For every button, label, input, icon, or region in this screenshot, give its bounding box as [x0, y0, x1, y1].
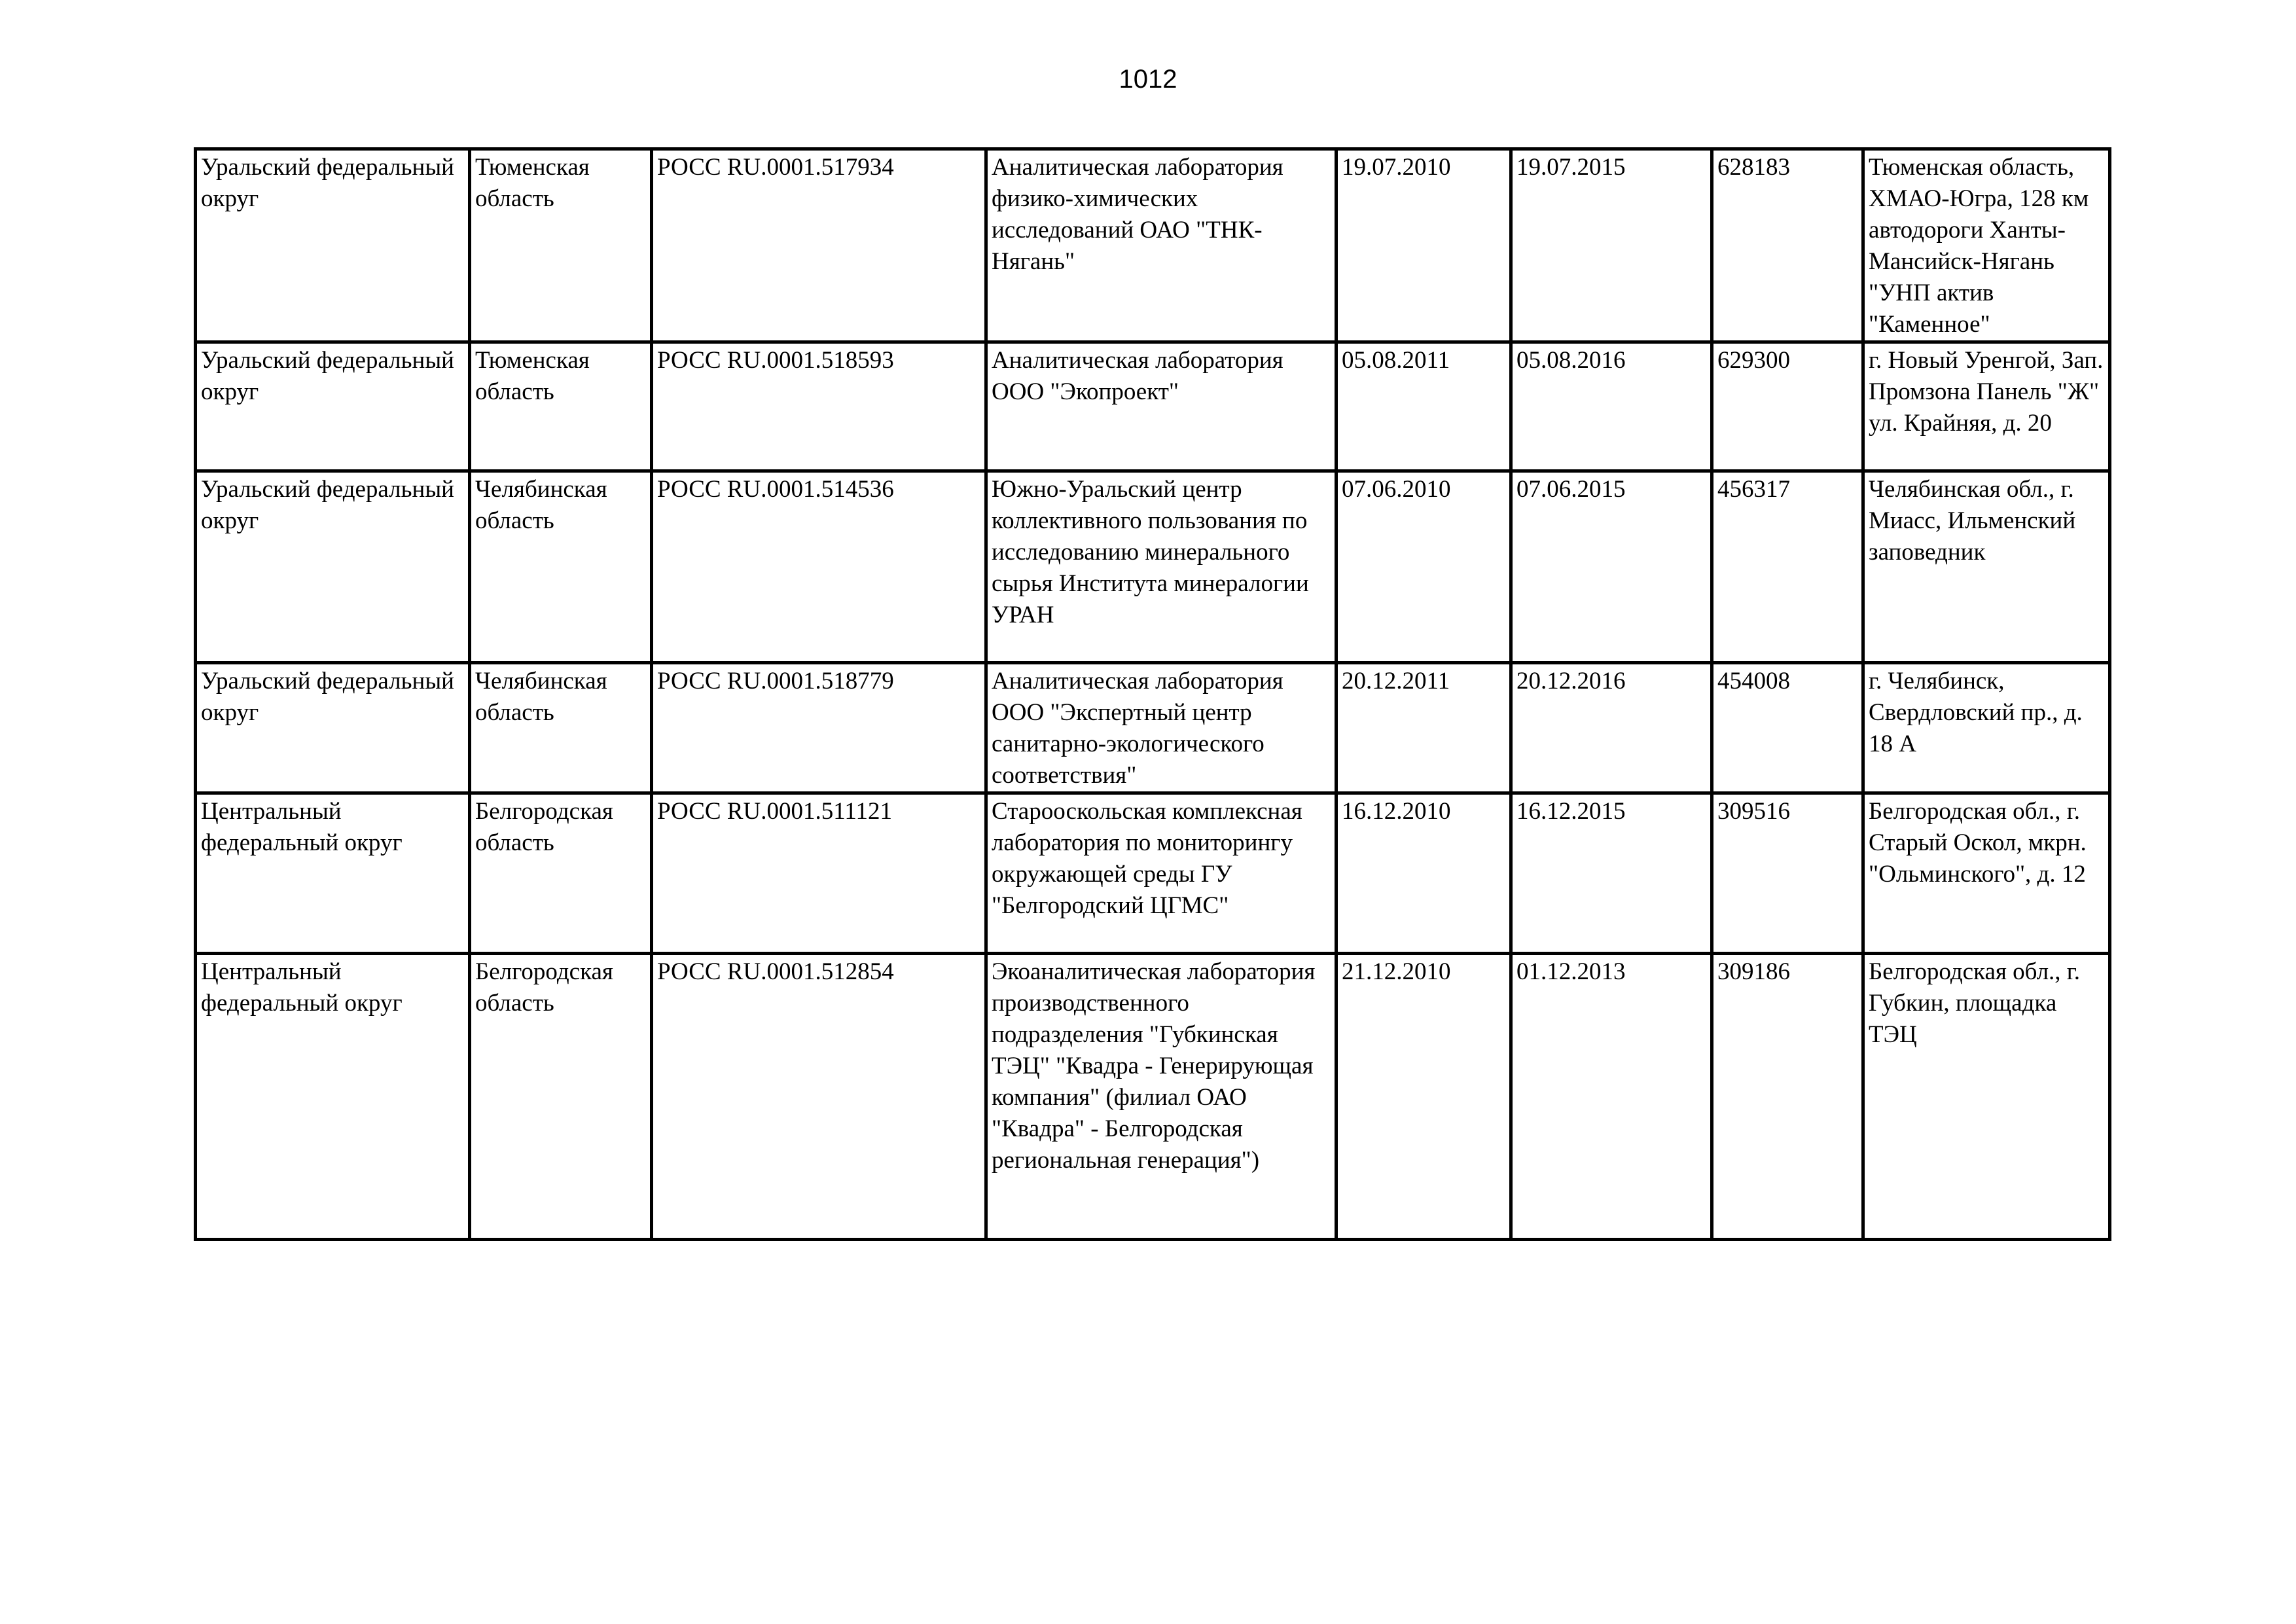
table-row: [196, 149, 2110, 342]
table-row: [196, 342, 2110, 471]
region-cell: Белгородская область: [470, 793, 652, 954]
region-cell: Челябинская область: [470, 471, 652, 663]
region-cell: Тюменская область: [470, 342, 652, 471]
postcode-cell: 456317: [1712, 471, 1863, 663]
laboratory-name-cell: Южно-Уральский центр коллективного пользования по исследованию минерального сырья Института минералогии УРАН: [986, 471, 1336, 663]
laboratory-registry-table: [194, 147, 2111, 1241]
certificate-number-cell: РОСС RU.0001.512854: [652, 954, 986, 1240]
issue-date-cell: 07.06.2010: [1336, 471, 1511, 663]
federal-district-cell: Центральный федеральный округ: [196, 793, 470, 954]
expiry-date-cell: 05.08.2016: [1511, 342, 1712, 471]
federal-district-cell: Уральский федеральный округ: [196, 149, 470, 342]
table-row: [196, 954, 2110, 1240]
address-cell: Тюменская область, ХМАО-Югра, 128 км автодороги Ханты-Мансийск-Нягань "УНП актив "Каменное": [1863, 149, 2110, 342]
issue-date-cell: 20.12.2011: [1336, 663, 1511, 793]
certificate-number-cell: РОСС RU.0001.518779: [652, 663, 986, 793]
region-cell: Челябинская область: [470, 663, 652, 793]
issue-date-cell: 19.07.2010: [1336, 149, 1511, 342]
table-row: [196, 663, 2110, 793]
issue-date-cell: 05.08.2011: [1336, 342, 1511, 471]
postcode-cell: 628183: [1712, 149, 1863, 342]
address-cell: Челябинская обл., г. Миасс, Ильменский заповедник: [1863, 471, 2110, 663]
address-cell: Белгородская обл., г. Губкин, площадка ТЭЦ: [1863, 954, 2110, 1240]
laboratory-name-cell: Экоаналитическая лаборатория производственного подразделения "Губкинская ТЭЦ" "Квадра - Генерирующая компания" (филиал ОАО "Квадра" - Белгородская региональная генерация"): [986, 954, 1336, 1240]
address-cell: г. Челябинск, Свердловский пр., д. 18 А: [1863, 663, 2110, 793]
certificate-number-cell: РОСС RU.0001.511121: [652, 793, 986, 954]
postcode-cell: 309516: [1712, 793, 1863, 954]
region-cell: Тюменская область: [470, 149, 652, 342]
address-cell: г. Новый Уренгой, Зап. Промзона Панель "Ж" ул. Крайняя, д. 20: [1863, 342, 2110, 471]
laboratory-name-cell: Старооскольская комплексная лаборатория по мониторингу окружающей среды ГУ "Белгородский ЦГМС": [986, 793, 1336, 954]
table-row: [196, 471, 2110, 663]
postcode-cell: 309186: [1712, 954, 1863, 1240]
laboratory-name-cell: Аналитическая лаборатория ООО "Экспертный центр санитарно-экологического соответствия": [986, 663, 1336, 793]
expiry-date-cell: 16.12.2015: [1511, 793, 1712, 954]
federal-district-cell: Уральский федеральный округ: [196, 342, 470, 471]
page-number: 1012: [1119, 65, 1177, 94]
certificate-number-cell: РОСС RU.0001.517934: [652, 149, 986, 342]
federal-district-cell: Уральский федеральный округ: [196, 471, 470, 663]
expiry-date-cell: 20.12.2016: [1511, 663, 1712, 793]
federal-district-cell: Уральский федеральный округ: [196, 663, 470, 793]
laboratory-name-cell: Аналитическая лаборатория ООО "Экопроект": [986, 342, 1336, 471]
expiry-date-cell: 07.06.2015: [1511, 471, 1712, 663]
expiry-date-cell: 01.12.2013: [1511, 954, 1712, 1240]
table-row: [196, 793, 2110, 954]
laboratory-name-cell: Аналитическая лаборатория физико-химических исследований ОАО "ТНК-Нягань": [986, 149, 1336, 342]
expiry-date-cell: 19.07.2015: [1511, 149, 1712, 342]
address-cell: Белгородская обл., г. Старый Оскол, мкрн. "Ольминского", д. 12: [1863, 793, 2110, 954]
issue-date-cell: 16.12.2010: [1336, 793, 1511, 954]
postcode-cell: 454008: [1712, 663, 1863, 793]
certificate-number-cell: РОСС RU.0001.514536: [652, 471, 986, 663]
postcode-cell: 629300: [1712, 342, 1863, 471]
federal-district-cell: Центральный федеральный округ: [196, 954, 470, 1240]
certificate-number-cell: РОСС RU.0001.518593: [652, 342, 986, 471]
issue-date-cell: 21.12.2010: [1336, 954, 1511, 1240]
region-cell: Белгородская область: [470, 954, 652, 1240]
